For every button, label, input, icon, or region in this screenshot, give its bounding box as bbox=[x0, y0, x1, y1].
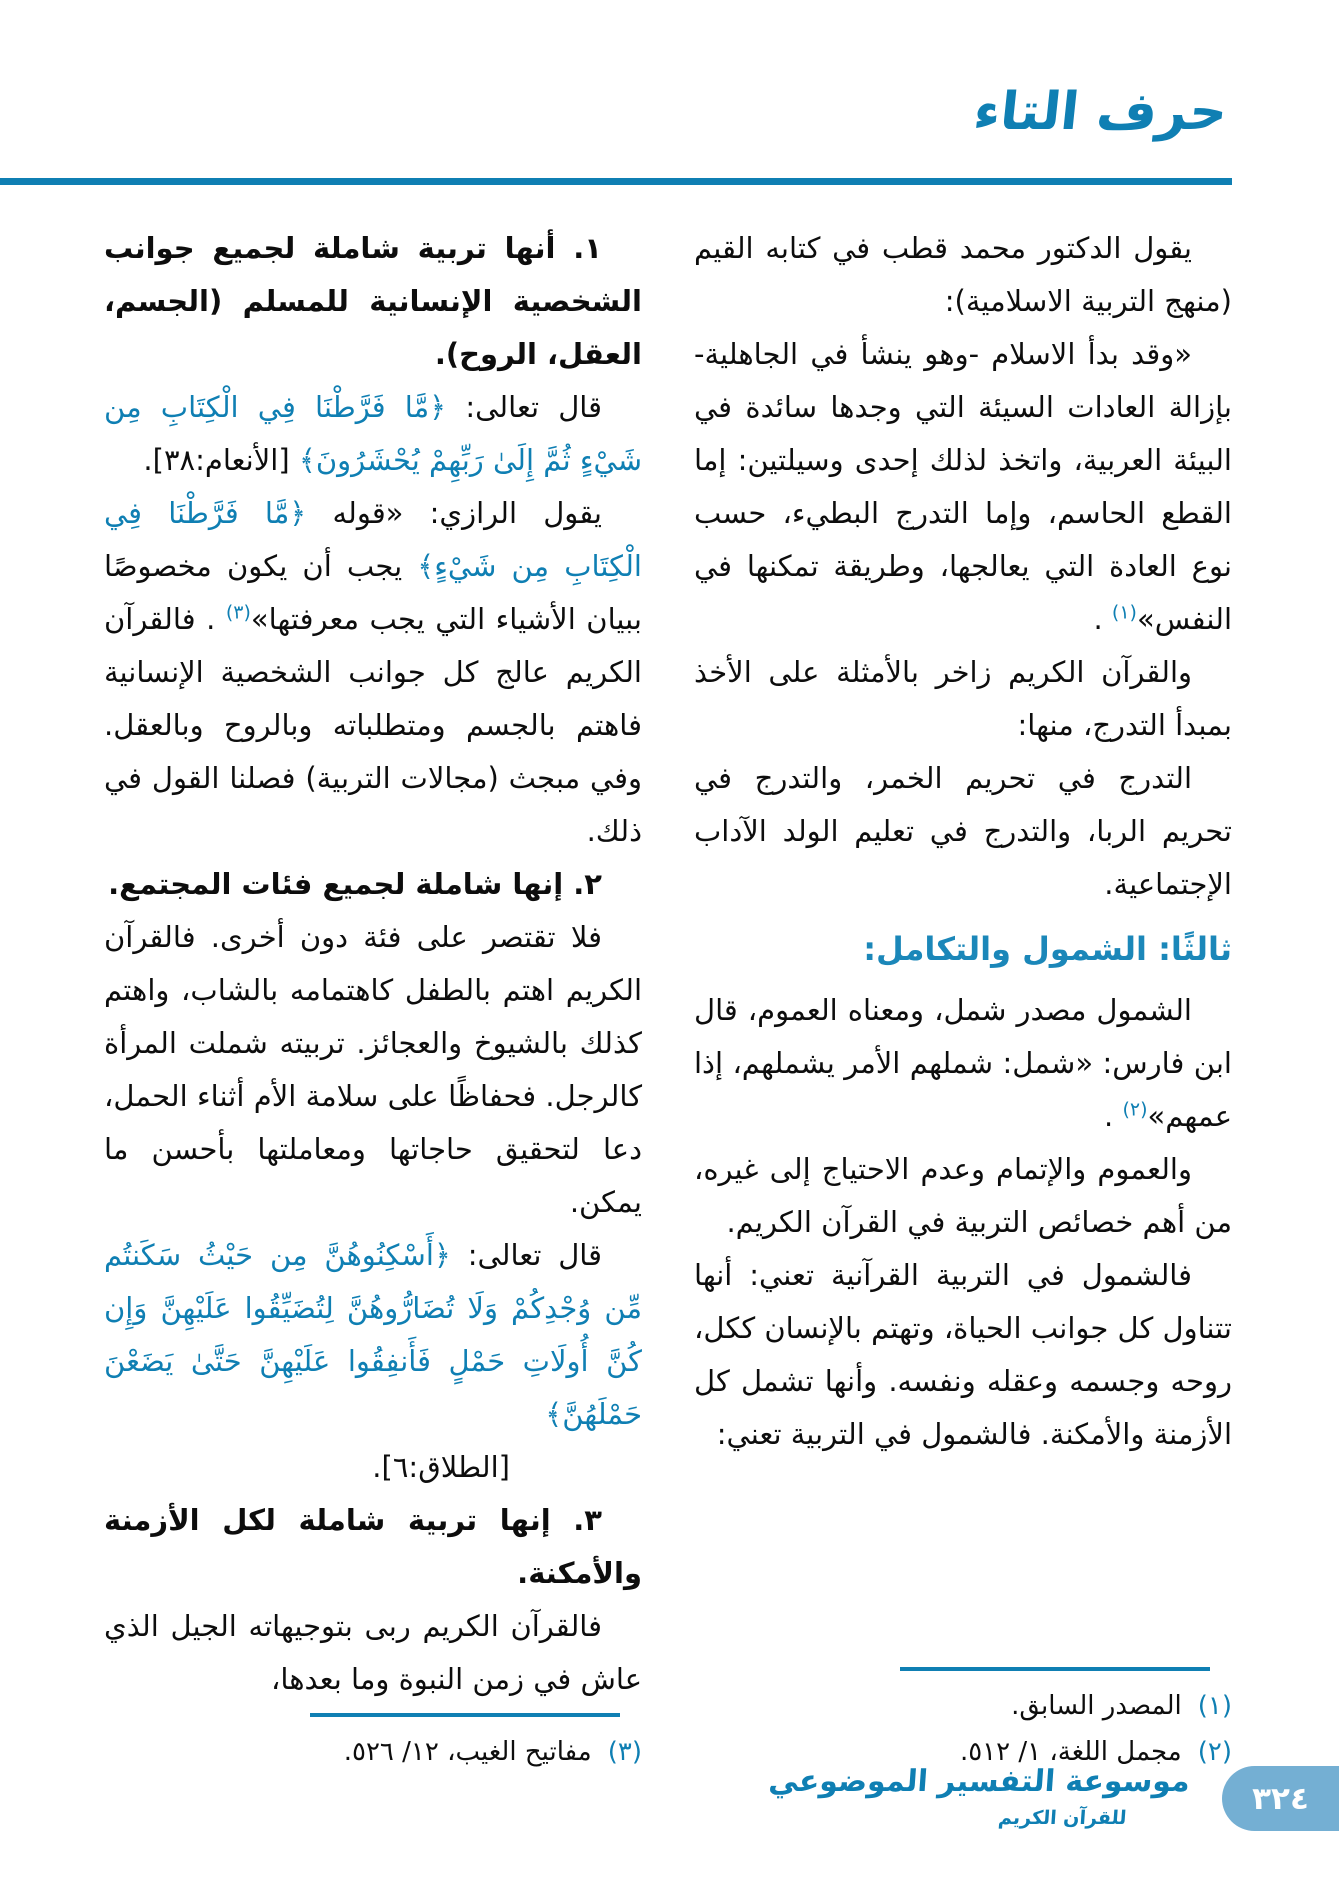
right-column-text bbox=[694, 222, 1232, 1461]
footnote-text: المصدر السابق. bbox=[1011, 1691, 1182, 1721]
quran-text: ﴿مَّا فَرَّطْنَا فِي الْكِتَابِ مِن شَيْءٍ﴾ bbox=[104, 496, 642, 583]
header-rule bbox=[0, 178, 1232, 185]
body-text: . فالقرآن الكريم عالج كل جوانب الشخصية الإنسانية فاهتم بالجسم ومتطلباته وبالروح وبالعقل. وفي مبجث (مجالات التربية) فصلنا القول في ذلك. bbox=[104, 602, 642, 848]
footnote bbox=[104, 1729, 642, 1775]
body-text: والعموم والإتمام وعدم الاحتياج إلى غيره، من أهم خصائص التربية في القرآن الكريم. bbox=[694, 1152, 1232, 1239]
body-text: فالشمول في التربية القرآنية تعني: أنها تتناول كل جوانب الحياة، وتهتم بالإنسان ككل، روحه وجسمه وعقله ونفسه. وأنها تشمل كل الأزمنة والأمكنة. فالشمول في التربية تعني: bbox=[694, 1258, 1232, 1451]
page-content bbox=[104, 222, 1232, 1777]
page-number-badge: ٣٢٤ bbox=[1222, 1766, 1339, 1831]
numbered-heading bbox=[104, 222, 642, 381]
left-column-footnotes bbox=[104, 1713, 642, 1777]
paragraph bbox=[694, 222, 1232, 328]
footnote-ref: (٢) bbox=[1122, 1098, 1148, 1121]
body-text: [الطلاق:٦]. bbox=[372, 1450, 510, 1484]
heading-text: ٢. إنها شاملة لجميع فئات المجتمع. bbox=[108, 867, 602, 901]
paragraph bbox=[694, 328, 1232, 646]
footnote-text: مفاتيح الغيب، ١٢/ ٥٢٦. bbox=[343, 1737, 592, 1767]
body-text: . bbox=[1104, 1099, 1123, 1133]
body-text: فلا تقتصر على فئة دون أخرى. فالقرآن الكريم اهتم بالطفل كاهتمامه بالشاب، واهتم كذلك بالشيوخ والعجائز. تربيته شملت المرأة كالرجل. فحفاظًا على سلامة الأم أثناء الحمل، دعا لتحقيق حاجاتها ومعاملتها بأحسن ما يمكن. bbox=[104, 920, 642, 1219]
footnote-number: (٣) bbox=[607, 1737, 642, 1767]
heading-text: ثالثًا: الشمول والتكامل: bbox=[863, 930, 1232, 968]
body-text: [الأنعام:٣٨]. bbox=[143, 443, 299, 477]
body-text: الشمول مصدر شمل، ومعناه العموم، قال ابن فارس: «شمل: شملهم الأمر يشملهم، إذا عمهم» bbox=[694, 993, 1232, 1133]
body-text: يقول الدكتور محمد قطب في كتابه القيم (منهج التربية الاسلامية): bbox=[694, 231, 1232, 318]
paragraph bbox=[104, 1229, 642, 1441]
footnote-separator bbox=[310, 1713, 620, 1717]
quran-text: ﴿مَّا فَرَّطْنَا فِي الْكِتَابِ مِن شَيْءٍ ثُمَّ إِلَىٰ رَبِّهِمْ يُحْشَرُونَ﴾ bbox=[104, 390, 642, 477]
right-column bbox=[694, 222, 1232, 1777]
paragraph bbox=[694, 646, 1232, 752]
publisher-logo-title: موسوعة التفسير الموضوعي bbox=[767, 1764, 1192, 1799]
paragraph bbox=[104, 381, 642, 487]
paragraph bbox=[694, 752, 1232, 911]
body-text: التدرج في تحريم الخمر، والتدرج في تحريم الربا، والتدرج في تعليم الولد الآداب الإجتماعية. bbox=[694, 761, 1232, 901]
footnote-ref: (٣) bbox=[225, 601, 251, 624]
paragraph bbox=[694, 984, 1232, 1143]
publisher-logo-subtitle: للقرآن الكريم bbox=[997, 1807, 1128, 1829]
paragraph bbox=[694, 1143, 1232, 1249]
section-heading bbox=[694, 923, 1232, 976]
numbered-heading bbox=[104, 1494, 642, 1600]
body-text: «وقد بدأ الاسلام -وهو ينشأ في الجاهلية- بإزالة العادات السيئة التي وجدها سائدة في البيئة العربية، واتخذ لذلك إحدى وسيلتين: إما القطع الحاسم، وإما التدرج البطيء، حسب نوع العادة التي يعالجها، وطريقة تمكنها في النفس» bbox=[694, 337, 1232, 636]
paragraph bbox=[104, 487, 642, 858]
numbered-heading bbox=[104, 858, 642, 911]
body-text: فالقرآن الكريم ربى بتوجيهاته الجيل الذي عاش في زمن النبوة وما بعدها، bbox=[104, 1609, 642, 1696]
chapter-title: حرف التاء bbox=[970, 82, 1231, 142]
footnote-ref: (١) bbox=[1111, 601, 1137, 624]
body-text: يجب أن يكون مخصوصًا ببيان الأشياء التي يجب معرفتها» bbox=[104, 549, 642, 636]
footnote-text: مجمل اللغة، ١/ ٥١٢. bbox=[959, 1737, 1182, 1767]
footnote-separator bbox=[900, 1667, 1210, 1671]
left-column-text bbox=[104, 222, 642, 1706]
left-column bbox=[104, 222, 642, 1777]
body-text: قال تعالى: bbox=[450, 1238, 602, 1272]
footnote-number: (٢) bbox=[1197, 1737, 1232, 1767]
body-text: قال تعالى: bbox=[446, 390, 602, 424]
paragraph bbox=[104, 911, 642, 1229]
heading-text: ١. أنها تربية شاملة لجميع جوانب الشخصية الإنسانية للمسلم (الجسم، العقل، الروح). bbox=[104, 231, 642, 371]
body-text: يقول الرازي: «قوله bbox=[306, 496, 602, 530]
quran-text: ﴿أَسْكِنُوهُنَّ مِن حَيْثُ سَكَنتُم مِّن وُجْدِكُمْ وَلَا تُضَارُّوهُنَّ لِتُضَيِّقُوا عَلَيْهِنَّ وَإِن كُنَّ أُولَاتِ حَمْلٍ فَأَنفِقُوا عَلَيْهِنَّ حَتَّىٰ يَضَعْنَ حَمْلَهُنَّ﴾ bbox=[104, 1238, 642, 1431]
heading-text: ٣. إنها تربية شاملة لكل الأزمنة والأمكنة. bbox=[104, 1503, 642, 1590]
paragraph bbox=[104, 1600, 642, 1706]
publisher-logo bbox=[767, 1758, 1192, 1830]
paragraph bbox=[694, 1249, 1232, 1461]
body-text: والقرآن الكريم زاخر بالأمثلة على الأخذ بمبدأ التدرج، منها: bbox=[694, 655, 1232, 742]
body-text: . bbox=[1093, 602, 1112, 636]
footnote bbox=[694, 1683, 1232, 1729]
footnote-number: (١) bbox=[1197, 1691, 1232, 1721]
verse-reference bbox=[104, 1441, 642, 1494]
